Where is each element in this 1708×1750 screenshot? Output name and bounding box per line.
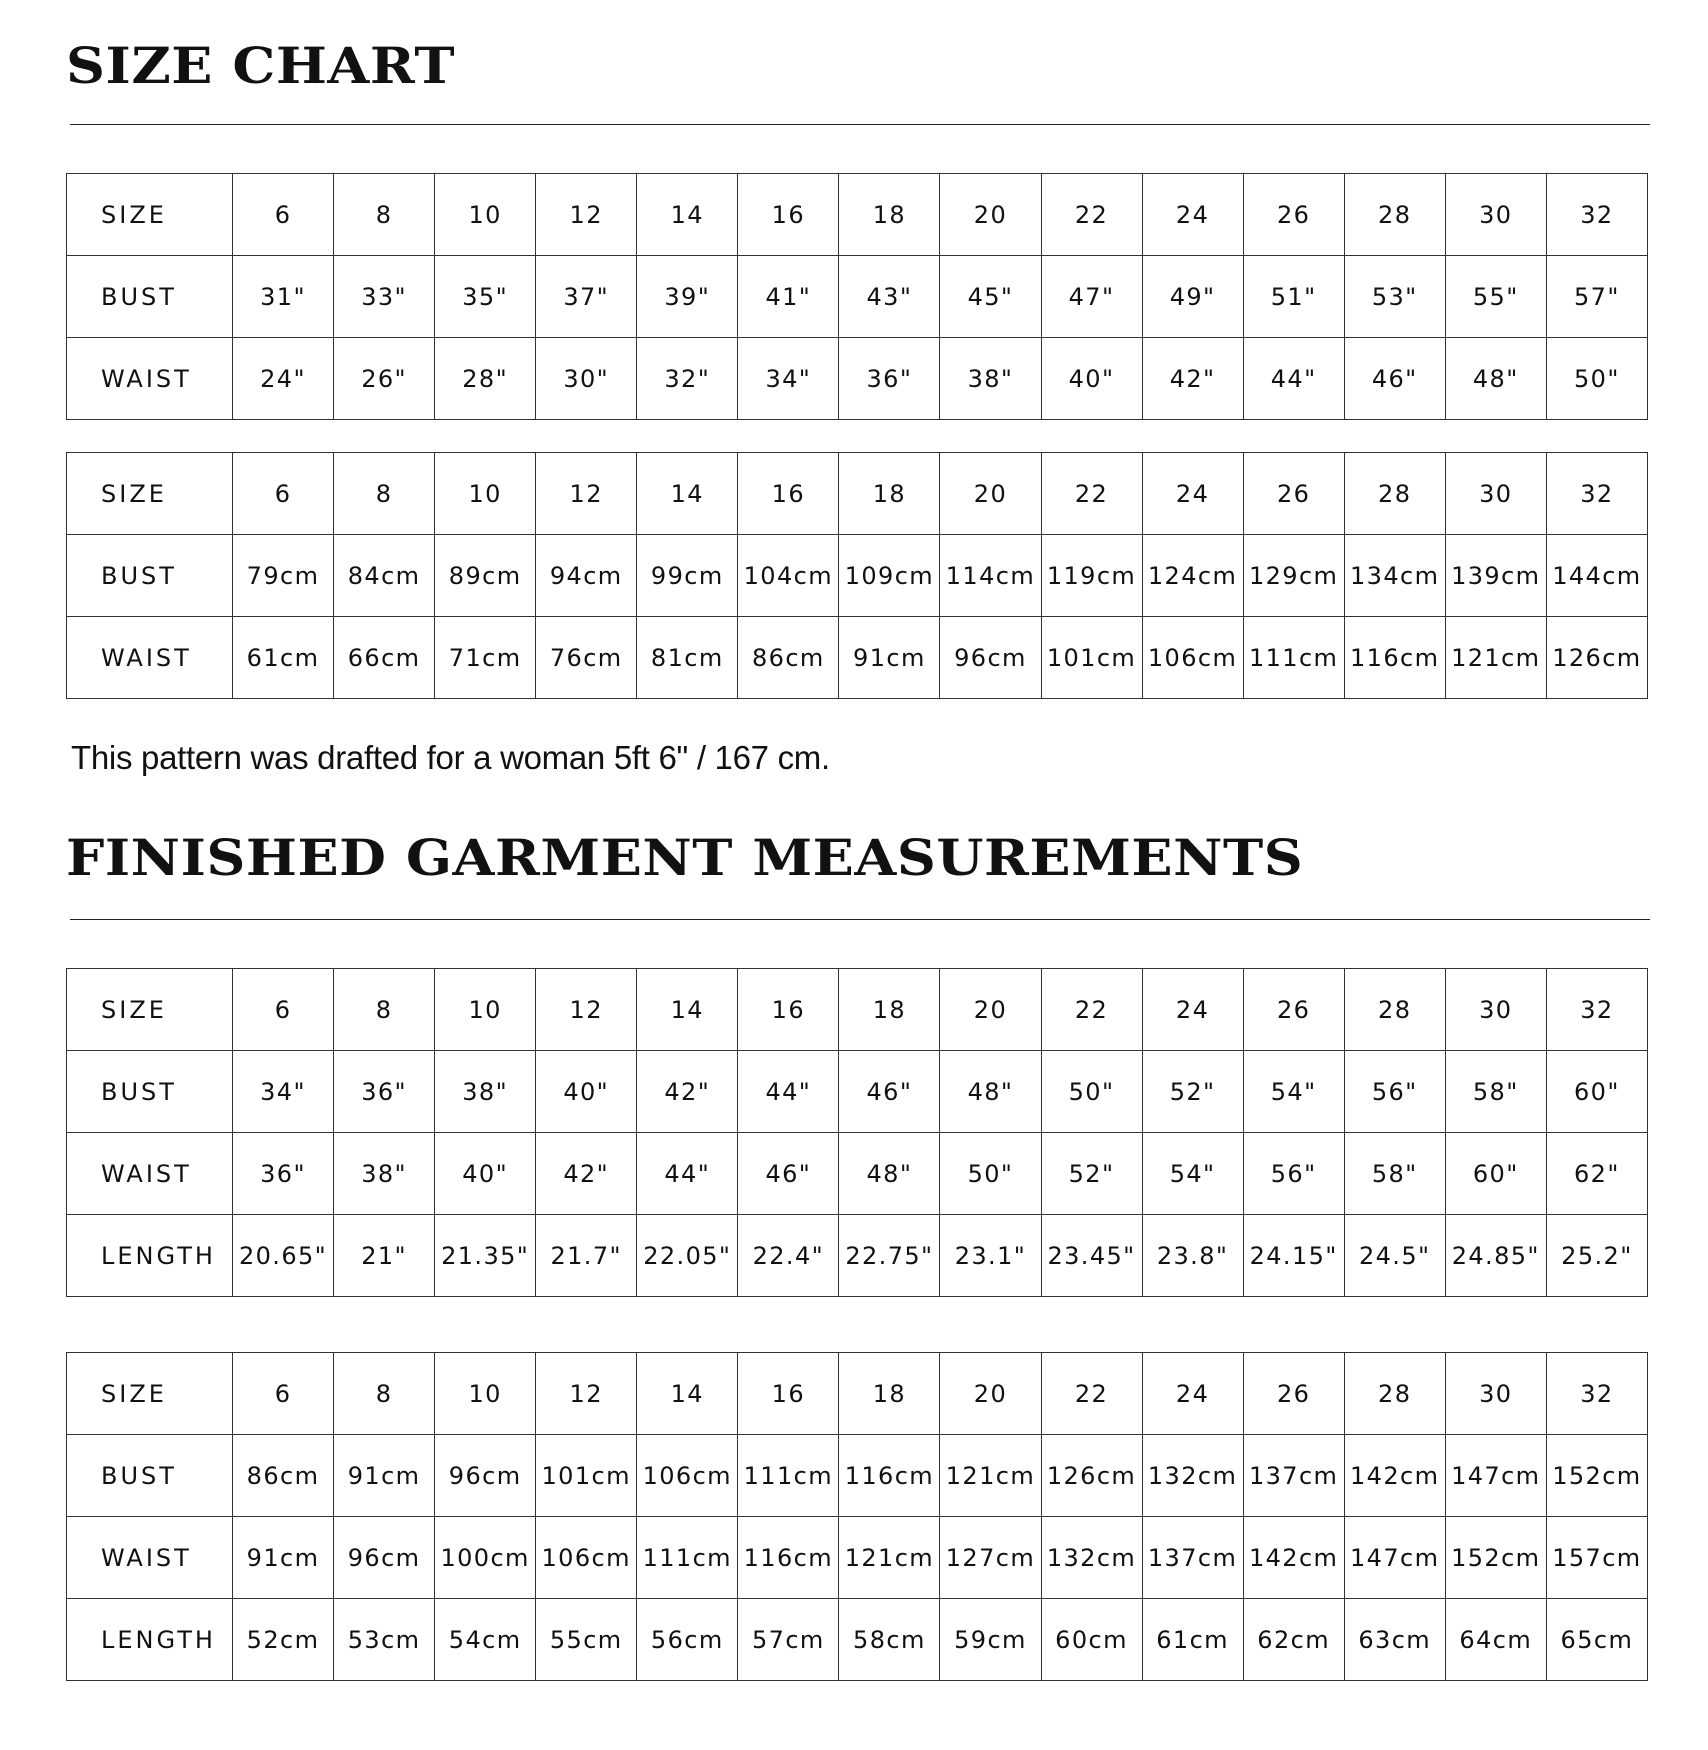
- table-cell: 30: [1445, 1353, 1546, 1435]
- row-label: WAIST: [67, 1517, 233, 1599]
- finished-metric-table: [66, 1352, 1648, 1681]
- table-cell: 16: [738, 969, 839, 1051]
- table-cell: 18: [839, 174, 940, 256]
- table-cell: 106cm: [1142, 617, 1243, 699]
- table-cell: 8: [334, 174, 435, 256]
- table-cell: 54": [1243, 1051, 1344, 1133]
- row-label: BUST: [67, 1435, 233, 1517]
- table-cell: 65cm: [1546, 1599, 1647, 1681]
- finished-imperial-table: [66, 968, 1648, 1297]
- table-cell: 10: [435, 174, 536, 256]
- table-cell: 22.75": [839, 1215, 940, 1297]
- table-cell: 6: [233, 969, 334, 1051]
- table-cell: 14: [637, 969, 738, 1051]
- table-cell: 91cm: [334, 1435, 435, 1517]
- table-cell: 106cm: [637, 1435, 738, 1517]
- table-cell: 6: [233, 174, 334, 256]
- table-cell: 53": [1344, 256, 1445, 338]
- table-cell: 40": [536, 1051, 637, 1133]
- table-cell: 16: [738, 1353, 839, 1435]
- table-cell: 116cm: [1344, 617, 1445, 699]
- table-cell: 111cm: [1243, 617, 1344, 699]
- table-cell: 96cm: [334, 1517, 435, 1599]
- table-cell: 55cm: [536, 1599, 637, 1681]
- table-cell: 129cm: [1243, 535, 1344, 617]
- table-cell: 12: [536, 453, 637, 535]
- table-cell: 101cm: [1041, 617, 1142, 699]
- table-cell: 142cm: [1243, 1517, 1344, 1599]
- row-label: WAIST: [67, 1133, 233, 1215]
- table-cell: 46": [1344, 338, 1445, 420]
- table-cell: 139cm: [1445, 535, 1546, 617]
- table-cell: 10: [435, 969, 536, 1051]
- table-cell: 50": [940, 1133, 1041, 1215]
- row-label: WAIST: [67, 617, 233, 699]
- table-row-bust: [67, 535, 1648, 617]
- table-cell: 60cm: [1041, 1599, 1142, 1681]
- table-cell: 147cm: [1344, 1517, 1445, 1599]
- table-cell: 116cm: [738, 1517, 839, 1599]
- table-cell: 111cm: [637, 1517, 738, 1599]
- table-cell: 23.8": [1142, 1215, 1243, 1297]
- table-cell: 81cm: [637, 617, 738, 699]
- table-cell: 48": [940, 1051, 1041, 1133]
- table-cell: 126cm: [1041, 1435, 1142, 1517]
- table-cell: 99cm: [637, 535, 738, 617]
- table-cell: 127cm: [940, 1517, 1041, 1599]
- table-cell: 104cm: [738, 535, 839, 617]
- table-cell: 48": [839, 1133, 940, 1215]
- table-cell: 26: [1243, 1353, 1344, 1435]
- table-cell: 101cm: [536, 1435, 637, 1517]
- table-cell: 25.2": [1546, 1215, 1647, 1297]
- table-cell: 116cm: [839, 1435, 940, 1517]
- table-row-waist: [67, 1133, 1648, 1215]
- table-cell: 47": [1041, 256, 1142, 338]
- table-cell: 24: [1142, 1353, 1243, 1435]
- table-cell: 52": [1142, 1051, 1243, 1133]
- table-cell: 147cm: [1445, 1435, 1546, 1517]
- table-cell: 28: [1344, 969, 1445, 1051]
- table-cell: 42": [536, 1133, 637, 1215]
- table-cell: 39": [637, 256, 738, 338]
- table-cell: 91cm: [839, 617, 940, 699]
- table-cell: 44": [738, 1051, 839, 1133]
- table-cell: 56": [1243, 1133, 1344, 1215]
- table-cell: 33": [334, 256, 435, 338]
- table-cell: 10: [435, 1353, 536, 1435]
- table-cell: 20: [940, 1353, 1041, 1435]
- table-cell: 64cm: [1445, 1599, 1546, 1681]
- table-cell: 57cm: [738, 1599, 839, 1681]
- table-cell: 58": [1344, 1133, 1445, 1215]
- table-cell: 24.15": [1243, 1215, 1344, 1297]
- table-cell: 60": [1445, 1133, 1546, 1215]
- table-cell: 18: [839, 453, 940, 535]
- table-cell: 24: [1142, 969, 1243, 1051]
- table-cell: 24.85": [1445, 1215, 1546, 1297]
- table-cell: 32: [1546, 453, 1647, 535]
- table-cell: 32": [637, 338, 738, 420]
- table-cell: 32: [1546, 174, 1647, 256]
- table-cell: 8: [334, 1353, 435, 1435]
- table-cell: 66cm: [334, 617, 435, 699]
- table-cell: 37": [536, 256, 637, 338]
- finished-measurements-title: FINISHED GARMENT MEASUREMENTS: [66, 828, 1304, 887]
- table-cell: 12: [536, 174, 637, 256]
- table-cell: 16: [738, 453, 839, 535]
- table-cell: 121cm: [839, 1517, 940, 1599]
- table-cell: 8: [334, 453, 435, 535]
- size-chart-title: SIZE CHART: [66, 36, 456, 95]
- table-cell: 56cm: [637, 1599, 738, 1681]
- table-cell: 58": [1445, 1051, 1546, 1133]
- table-cell: 111cm: [738, 1435, 839, 1517]
- table-cell: 26": [334, 338, 435, 420]
- table-cell: 23.1": [940, 1215, 1041, 1297]
- title-divider: [70, 919, 1650, 920]
- table-cell: 46": [738, 1133, 839, 1215]
- table-cell: 61cm: [1142, 1599, 1243, 1681]
- table-cell: 62": [1546, 1133, 1647, 1215]
- table-cell: 137cm: [1142, 1517, 1243, 1599]
- size-chart-metric-table: [66, 452, 1648, 699]
- table-cell: 32: [1546, 1353, 1647, 1435]
- table-cell: 38": [940, 338, 1041, 420]
- table-cell: 14: [637, 453, 738, 535]
- table-cell: 26: [1243, 453, 1344, 535]
- table-cell: 18: [839, 1353, 940, 1435]
- table-cell: 50": [1041, 1051, 1142, 1133]
- table-row-length: [67, 1215, 1648, 1297]
- table-cell: 48": [1445, 338, 1546, 420]
- table-cell: 109cm: [839, 535, 940, 617]
- table-cell: 22: [1041, 1353, 1142, 1435]
- table-cell: 24": [233, 338, 334, 420]
- table-cell: 53cm: [334, 1599, 435, 1681]
- row-label: BUST: [67, 535, 233, 617]
- table-cell: 23.45": [1041, 1215, 1142, 1297]
- table-cell: 60": [1546, 1051, 1647, 1133]
- table-cell: 96cm: [435, 1435, 536, 1517]
- table-cell: 71cm: [435, 617, 536, 699]
- table-cell: 22: [1041, 174, 1142, 256]
- table-cell: 20: [940, 174, 1041, 256]
- table-cell: 10: [435, 453, 536, 535]
- table-cell: 30: [1445, 969, 1546, 1051]
- table-cell: 121cm: [1445, 617, 1546, 699]
- table-cell: 50": [1546, 338, 1647, 420]
- table-cell: 30: [1445, 453, 1546, 535]
- table-row-bust: [67, 1435, 1648, 1517]
- row-label: LENGTH: [67, 1215, 233, 1297]
- table-cell: 152cm: [1546, 1435, 1647, 1517]
- table-row-waist: [67, 1517, 1648, 1599]
- table-cell: 42": [1142, 338, 1243, 420]
- table-cell: 26: [1243, 174, 1344, 256]
- table-cell: 20: [940, 453, 1041, 535]
- table-cell: 14: [637, 174, 738, 256]
- table-cell: 55": [1445, 256, 1546, 338]
- table-cell: 38": [334, 1133, 435, 1215]
- table-cell: 32: [1546, 969, 1647, 1051]
- table-cell: 56": [1344, 1051, 1445, 1133]
- table-cell: 44": [1243, 338, 1344, 420]
- table-row-size: [67, 1353, 1648, 1435]
- table-cell: 52cm: [233, 1599, 334, 1681]
- table-row-waist: [67, 338, 1648, 420]
- table-cell: 76cm: [536, 617, 637, 699]
- table-cell: 61cm: [233, 617, 334, 699]
- table-cell: 18: [839, 969, 940, 1051]
- title-divider: [70, 124, 1650, 125]
- table-cell: 28: [1344, 453, 1445, 535]
- table-cell: 30: [1445, 174, 1546, 256]
- table-row-bust: [67, 256, 1648, 338]
- table-cell: 8: [334, 969, 435, 1051]
- table-cell: 21.7": [536, 1215, 637, 1297]
- table-cell: 24: [1142, 174, 1243, 256]
- table-cell: 137cm: [1243, 1435, 1344, 1517]
- table-cell: 54cm: [435, 1599, 536, 1681]
- row-label: WAIST: [67, 338, 233, 420]
- table-cell: 22.4": [738, 1215, 839, 1297]
- table-cell: 38": [435, 1051, 536, 1133]
- table-cell: 6: [233, 1353, 334, 1435]
- row-label: SIZE: [67, 174, 233, 256]
- table-cell: 132cm: [1142, 1435, 1243, 1517]
- table-cell: 58cm: [839, 1599, 940, 1681]
- table-cell: 96cm: [940, 617, 1041, 699]
- table-cell: 119cm: [1041, 535, 1142, 617]
- table-row-bust: [67, 1051, 1648, 1133]
- table-cell: 86cm: [233, 1435, 334, 1517]
- row-label: BUST: [67, 256, 233, 338]
- table-cell: 100cm: [435, 1517, 536, 1599]
- table-cell: 24.5": [1344, 1215, 1445, 1297]
- table-cell: 144cm: [1546, 535, 1647, 617]
- table-cell: 142cm: [1344, 1435, 1445, 1517]
- table-row-size: [67, 174, 1648, 256]
- row-label: BUST: [67, 1051, 233, 1133]
- table-cell: 126cm: [1546, 617, 1647, 699]
- table-cell: 152cm: [1445, 1517, 1546, 1599]
- row-label: SIZE: [67, 969, 233, 1051]
- table-cell: 20: [940, 969, 1041, 1051]
- table-cell: 36": [839, 338, 940, 420]
- table-cell: 22: [1041, 453, 1142, 535]
- table-cell: 40": [435, 1133, 536, 1215]
- table-cell: 22: [1041, 969, 1142, 1051]
- table-cell: 14: [637, 1353, 738, 1435]
- table-cell: 43": [839, 256, 940, 338]
- row-label: LENGTH: [67, 1599, 233, 1681]
- table-cell: 134cm: [1344, 535, 1445, 617]
- table-cell: 34": [738, 338, 839, 420]
- table-cell: 124cm: [1142, 535, 1243, 617]
- table-cell: 31": [233, 256, 334, 338]
- pattern-height-note: This pattern was drafted for a woman 5ft 6" / 167 cm.: [71, 739, 830, 776]
- table-row-waist: [67, 617, 1648, 699]
- table-cell: 28": [435, 338, 536, 420]
- table-cell: 52": [1041, 1133, 1142, 1215]
- table-cell: 54": [1142, 1133, 1243, 1215]
- table-cell: 26: [1243, 969, 1344, 1051]
- table-cell: 12: [536, 1353, 637, 1435]
- table-cell: 34": [233, 1051, 334, 1133]
- table-cell: 30": [536, 338, 637, 420]
- table-cell: 121cm: [940, 1435, 1041, 1517]
- table-cell: 57": [1546, 256, 1647, 338]
- table-cell: 16: [738, 174, 839, 256]
- table-cell: 62cm: [1243, 1599, 1344, 1681]
- table-cell: 21": [334, 1215, 435, 1297]
- table-cell: 6: [233, 453, 334, 535]
- table-cell: 89cm: [435, 535, 536, 617]
- table-cell: 36": [334, 1051, 435, 1133]
- table-cell: 51": [1243, 256, 1344, 338]
- table-row-size: [67, 453, 1648, 535]
- size-chart-imperial-table: [66, 173, 1648, 420]
- table-cell: 63cm: [1344, 1599, 1445, 1681]
- table-cell: 86cm: [738, 617, 839, 699]
- table-cell: 84cm: [334, 535, 435, 617]
- table-cell: 94cm: [536, 535, 637, 617]
- table-cell: 21.35": [435, 1215, 536, 1297]
- table-cell: 28: [1344, 174, 1445, 256]
- table-cell: 106cm: [536, 1517, 637, 1599]
- table-row-length: [67, 1599, 1648, 1681]
- table-row-size: [67, 969, 1648, 1051]
- table-cell: 45": [940, 256, 1041, 338]
- table-cell: 42": [637, 1051, 738, 1133]
- row-label: SIZE: [67, 453, 233, 535]
- table-cell: 12: [536, 969, 637, 1051]
- table-cell: 24: [1142, 453, 1243, 535]
- table-cell: 41": [738, 256, 839, 338]
- table-cell: 79cm: [233, 535, 334, 617]
- table-cell: 20.65": [233, 1215, 334, 1297]
- table-cell: 49": [1142, 256, 1243, 338]
- table-cell: 132cm: [1041, 1517, 1142, 1599]
- table-cell: 28: [1344, 1353, 1445, 1435]
- table-cell: 59cm: [940, 1599, 1041, 1681]
- table-cell: 40": [1041, 338, 1142, 420]
- table-cell: 35": [435, 256, 536, 338]
- table-cell: 91cm: [233, 1517, 334, 1599]
- table-cell: 114cm: [940, 535, 1041, 617]
- table-cell: 46": [839, 1051, 940, 1133]
- table-cell: 22.05": [637, 1215, 738, 1297]
- table-cell: 157cm: [1546, 1517, 1647, 1599]
- table-cell: 44": [637, 1133, 738, 1215]
- table-cell: 36": [233, 1133, 334, 1215]
- row-label: SIZE: [67, 1353, 233, 1435]
